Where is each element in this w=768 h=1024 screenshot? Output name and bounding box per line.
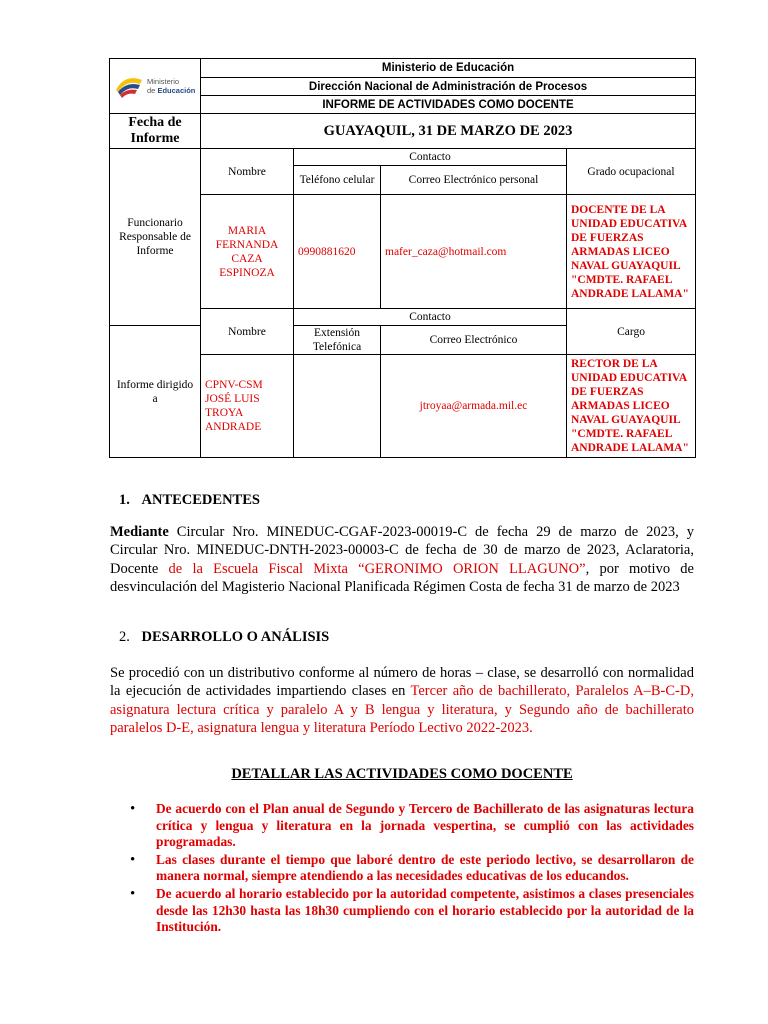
official-col-phone: Teléfono celular xyxy=(294,166,381,195)
recipient-col-role: Cargo xyxy=(567,309,696,355)
recipient-col-name: Nombre xyxy=(201,309,294,355)
bullet-icon: • xyxy=(130,851,136,868)
section1-text2: , por motivo de desvinculación del Magisterio Nacional Planificada Régimen Costa de fecha 31 de marzo de 2023 xyxy=(110,560,694,595)
recipient-col-ext: Extensión Telefónica xyxy=(294,326,381,355)
bullet-icon: • xyxy=(130,885,136,902)
section2-text: Se procedió con un distributivo conforme al número de horas – clase, se desarrolló con normalidad la ejecución de actividades impartiendo clases en xyxy=(110,665,694,700)
section2-number: 2. xyxy=(119,629,130,645)
section2-courses: Tercer año de bachillerato, Paralelos A–B-C-D, asignatura lectura crítica y paralelo A y B lengua y literatura, y Segundo año de bachillerato paralelos D-E, asignatura lengua y literatura Período Lectivo 2022-2023. xyxy=(110,683,694,736)
section1-heading xyxy=(119,492,260,509)
section1-number: 1. xyxy=(119,492,130,508)
section2-paragraph xyxy=(110,664,694,737)
ministry-name: Ministerio de Educación xyxy=(201,59,696,78)
recipient-section-label: Informe dirigido a xyxy=(110,326,201,458)
recipient-col-contact: Contacto xyxy=(294,309,567,326)
report-header-table xyxy=(109,58,696,458)
section1-paragraph xyxy=(110,523,694,596)
section1-text1: Circular Nro. MINEDUC-CGAF-2023-00019-C de fecha 29 de marzo de 2023, y Circular Nro. MINEDUC-DNTH-2023-00003-C de fecha de 30 de marzo de 2023, Aclaratoria, Docente xyxy=(110,524,694,577)
report-title: INFORME DE ACTIVIDADES COMO DOCENTE xyxy=(201,96,696,114)
section2-heading xyxy=(119,629,329,646)
activity-item: • De acuerdo con el Plan anual de Segundo y Tercero de Bachillerato de las asignaturas lectura crítica y lengua y literatura en la jornada vespertina, se cumplió con las actividades programadas. xyxy=(130,801,694,850)
activity-item: • De acuerdo al horario establecido por la autoridad competente, asistimos a clases presenciales desde las 12h30 hasta las 18h30 cumpliendo con el horario establecido por la autoridad de la Institución. xyxy=(130,885,694,935)
bullet-icon: • xyxy=(130,801,136,817)
recipient-col-email: Correo Electrónico xyxy=(381,326,567,355)
activities-list xyxy=(130,801,694,937)
section1-title: ANTECEDENTES xyxy=(141,492,260,508)
date-value: GUAYAQUIL, 31 DE MARZO DE 2023 xyxy=(201,114,696,149)
recipient-ext xyxy=(294,355,381,458)
official-col-grade: Grado ocupacional xyxy=(567,149,696,195)
official-col-contact: Contacto xyxy=(294,149,567,166)
official-email: mafer_caza@hotmail.com xyxy=(381,195,567,309)
official-name: MARIA FERNANDA CAZA ESPINOZA xyxy=(201,195,294,309)
section1-bold-lead: Mediante xyxy=(110,524,169,540)
logo-cell xyxy=(110,59,201,114)
official-col-email: Correo Electrónico personal xyxy=(381,166,567,195)
section2-title: DESARROLLO O ANÁLISIS xyxy=(141,629,330,645)
official-grade: DOCENTE DE LA UNIDAD EDUCATIVA DE FUERZAS ARMADAS LICEO NAVAL GUAYAQUIL "CMDTE. RAFAEL ANDRADE LALAMA" xyxy=(567,195,696,309)
activity-item: • Las clases durante el tiempo que laboré dentro de este periodo lectivo, se desarrollaron de manera normal, siempre atendiendo a las necesidades educativas de los educandos. xyxy=(130,851,694,884)
recipient-email: jtroyaa@armada.mil.ec xyxy=(381,355,567,458)
official-section-label: Funcionario Responsable de Informe xyxy=(110,149,201,326)
recipient-name: CPNV-CSM JOSÉ LUIS TROYA ANDRADE xyxy=(201,355,294,458)
direction-name: Dirección Nacional de Administración de Procesos xyxy=(201,78,696,96)
ministry-logo-icon xyxy=(114,72,144,100)
official-phone: 0990881620 xyxy=(294,195,381,309)
ministry-logo xyxy=(110,72,200,100)
official-col-name: Nombre xyxy=(201,149,294,195)
activities-title: DETALLAR LAS ACTIVIDADES COMO DOCENTE xyxy=(231,766,573,782)
date-label: Fecha de Informe xyxy=(110,114,201,149)
section1-school-name: de la Escuela Fiscal Mixta “GERONIMO ORION LLAGUNO” xyxy=(168,560,586,577)
recipient-role: RECTOR DE LA UNIDAD EDUCATIVA DE FUERZAS ARMADAS LICEO NAVAL GUAYAQUIL "CMDTE. RAFAEL ANDRADE LALAMA" xyxy=(567,355,696,458)
ministry-logo-text: Ministerio de Educación xyxy=(147,77,196,95)
